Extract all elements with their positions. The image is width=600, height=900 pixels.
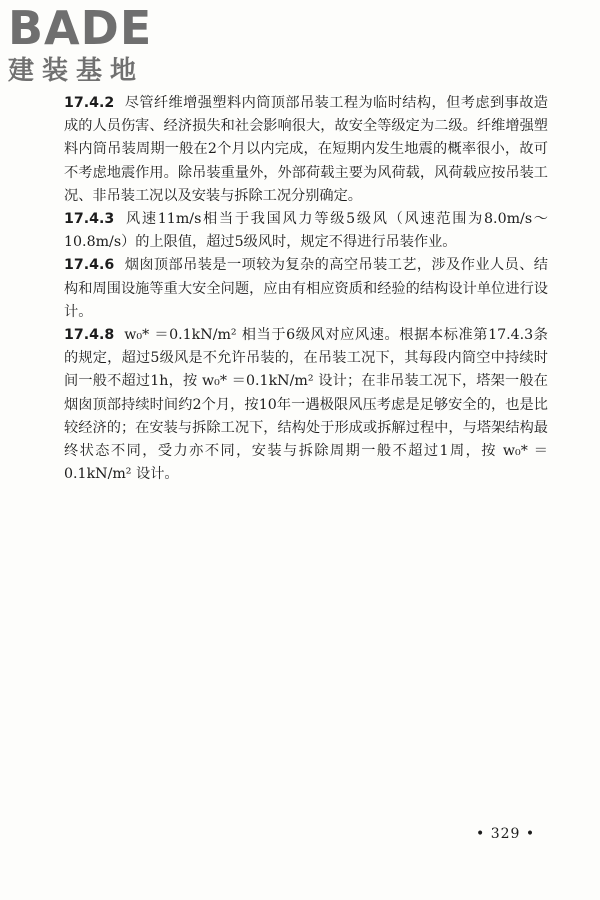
clause-17-4-3 xyxy=(64,208,548,254)
page-number: • 329 • xyxy=(476,826,536,842)
clause-17-4-2 xyxy=(64,92,548,208)
clause-number: 17.4.8 xyxy=(64,327,115,344)
clause-text: w₀* ＝0.1kN/m² 相当于6级风对应风速。根据本标准第17.4.3条的规定，超过5级风是不允许吊装的，在吊装工况下，其每段内筒空中持续时间一般不超过1h，按 w₀* ＝0.1kN/m² 设计；在非吊装工况下，塔架一般在烟囱顶部持续时间约2个月，按10年一遇极限风压考虑是足够安全的，也是比较经济的；在安装与拆除工况下，结构处于形成或拆解过程中，与塔架结构最终状态不同，受力亦不同，安装与拆除周期一般不超过1周，按 w₀* ＝0.1kN/m² 设计。 xyxy=(64,327,548,483)
clause-text: 尽管纤维增强塑料内筒顶部吊装工程为临时结构，但考虑到事故造成的人员伤害、经济损失和社会影响很大，故安全等级定为二级。纤维增强塑料内筒吊装周期一般在2个月以内完成，在短期内发生地震的概率很小，故可不考虑地震作用。除吊装重量外，外部荷载主要为风荷载，风荷载应按吊装工况、非吊装工况以及安装与拆除工况分别确定。 xyxy=(64,95,548,204)
clause-number: 17.4.2 xyxy=(64,95,115,111)
logo-brand-text: BADE xyxy=(8,1,153,55)
logo xyxy=(8,1,178,88)
document-body xyxy=(64,92,548,486)
clause-17-4-6 xyxy=(64,254,548,324)
logo-brand xyxy=(8,1,178,55)
clause-17-4-8 xyxy=(64,324,548,486)
clause-number: 17.4.6 xyxy=(64,257,115,274)
logo-subtitle: 建装基地 xyxy=(8,56,145,86)
clause-text: 风速11m/s相当于我国风力等级5级风（风速范围为8.0m/s～10.8m/s）的上限值，超过5级风时，规定不得进行吊装作业。 xyxy=(64,211,548,251)
clause-number: 17.4.3 xyxy=(64,211,115,228)
clause-text: 烟囱顶部吊装是一项较为复杂的高空吊装工艺，涉及作业人员、结构和周围设施等重大安全问题，应由有相应资质和经验的结构设计单位进行设计。 xyxy=(64,257,548,320)
